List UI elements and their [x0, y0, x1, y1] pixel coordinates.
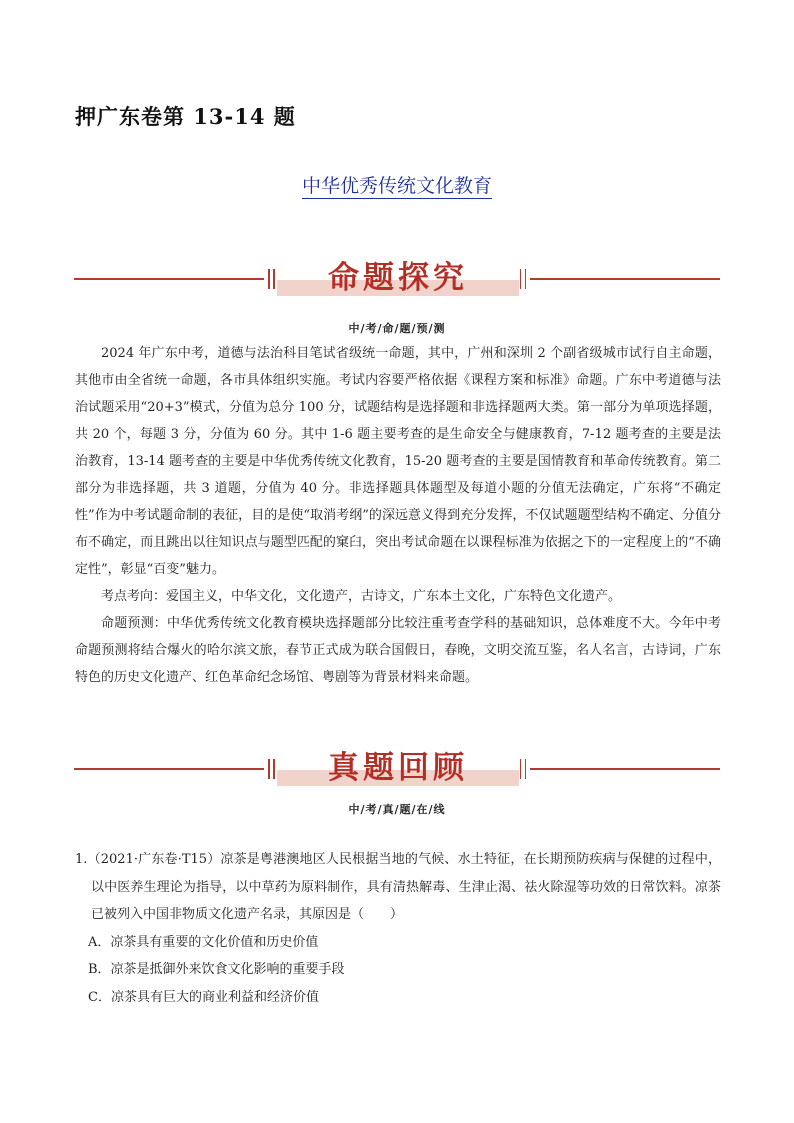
banner-line-left	[74, 278, 264, 280]
banner-line-right	[530, 278, 720, 280]
intro-text	[75, 340, 721, 691]
banner-tick	[525, 759, 527, 779]
banner-zhenti-huigu	[74, 746, 720, 806]
banner-mingti-tanjiu	[74, 256, 720, 316]
option-b: B．凉茶是抵御外来饮食文化影响的重要手段	[88, 962, 345, 977]
banner-title: 命题探究	[328, 260, 468, 296]
paragraph: 考点考向：爱国主义，中华文化，文化遗产，古诗文，广东本土文化，广东特色文化遗产。	[101, 589, 622, 604]
section-subtitle	[0, 171, 794, 198]
paragraph: 2024 年广东中考，道德与法治科目笔试省级统一命题，其中，广州和深圳 2 个副省级城市试行自主命题，其他市由全省统一命题，各市具体组织实施。考试内容要严格依据《课程方案和标准》命题。广东中考道德与法治试题采用“20+3”模式，分值为总分 100 分，试题结构是选择题和非选择题两大类。第一部分为单项选择题，共 20 个，每题 3 分，分值为 60 分。其中 1-6 题主要考查的是生命安全与健康教育，7-12 题考查的主要是法治教育，13-14 题考查的主要是中华优秀传统文化教育，15-20 题考查的主要是国情教育和革命传统教育。第二部分为非选择题，共 3 道题，分值为 40 分。非选择题具体题型及每道小题的分值无法确定，广东将“不确定性”作为中考试题命制的表征，目的是使“取消考纲”的深远意义得到充分发挥，不仅试题题型结构不确定、分值分布不确定，而且跳出以往知识点与题型匹配的窠臼，突出考试命题在以课程标准为依据之下的一定程度上的“不确定性”，彰显“百变”魅力。	[75, 346, 721, 577]
question-stem: 1.（2021·广东卷·T15）凉茶是粤港澳地区人民根据当地的气候、水土特征，在长期预防疾病与保健的过程中，以中医养生理论为指导，以中草药为原料制作，具有清热解毒、生津止渴、祛火除湿等功效的日常饮料。凉茶已被列入中国非物质文化遗产名录，其原因是（ ）	[75, 852, 721, 922]
banner-line-left	[74, 768, 264, 770]
banner-tick	[520, 759, 522, 779]
banner-tick	[525, 269, 527, 289]
banner-caption: 中/考/命/题/预/测	[348, 322, 446, 335]
page-heading: 押广东卷第 13-14 题	[75, 104, 296, 129]
banner-caption: 中/考/真/题/在/线	[348, 803, 446, 816]
banner-tick	[273, 759, 275, 779]
banner-tick	[520, 269, 522, 289]
banner-tick	[273, 269, 275, 289]
banner-line-right	[530, 768, 720, 770]
banner-title: 真题回顾	[328, 750, 468, 786]
question-1	[75, 846, 721, 1011]
paragraph: 命题预测：中华优秀传统文化教育模块选择题部分比较注重考查学科的基础知识，总体难度不大。今年中考命题预测将结合爆火的哈尔滨文旅，春节正式成为联合国假日，春晚，文明交流互鉴，名人名言，古诗词，广东特色的历史文化遗产、红色革命纪念场馆、粤剧等为背景材料来命题。	[75, 616, 721, 685]
banner-tick	[268, 759, 270, 779]
subtitle-text: 中华优秀传统文化教育	[301, 175, 492, 197]
option-a: A．凉茶具有重要的文化价值和历史价值	[88, 934, 319, 950]
option-c: C．凉茶具有巨大的商业利益和经济价值	[88, 989, 319, 1005]
banner-tick	[268, 269, 270, 289]
